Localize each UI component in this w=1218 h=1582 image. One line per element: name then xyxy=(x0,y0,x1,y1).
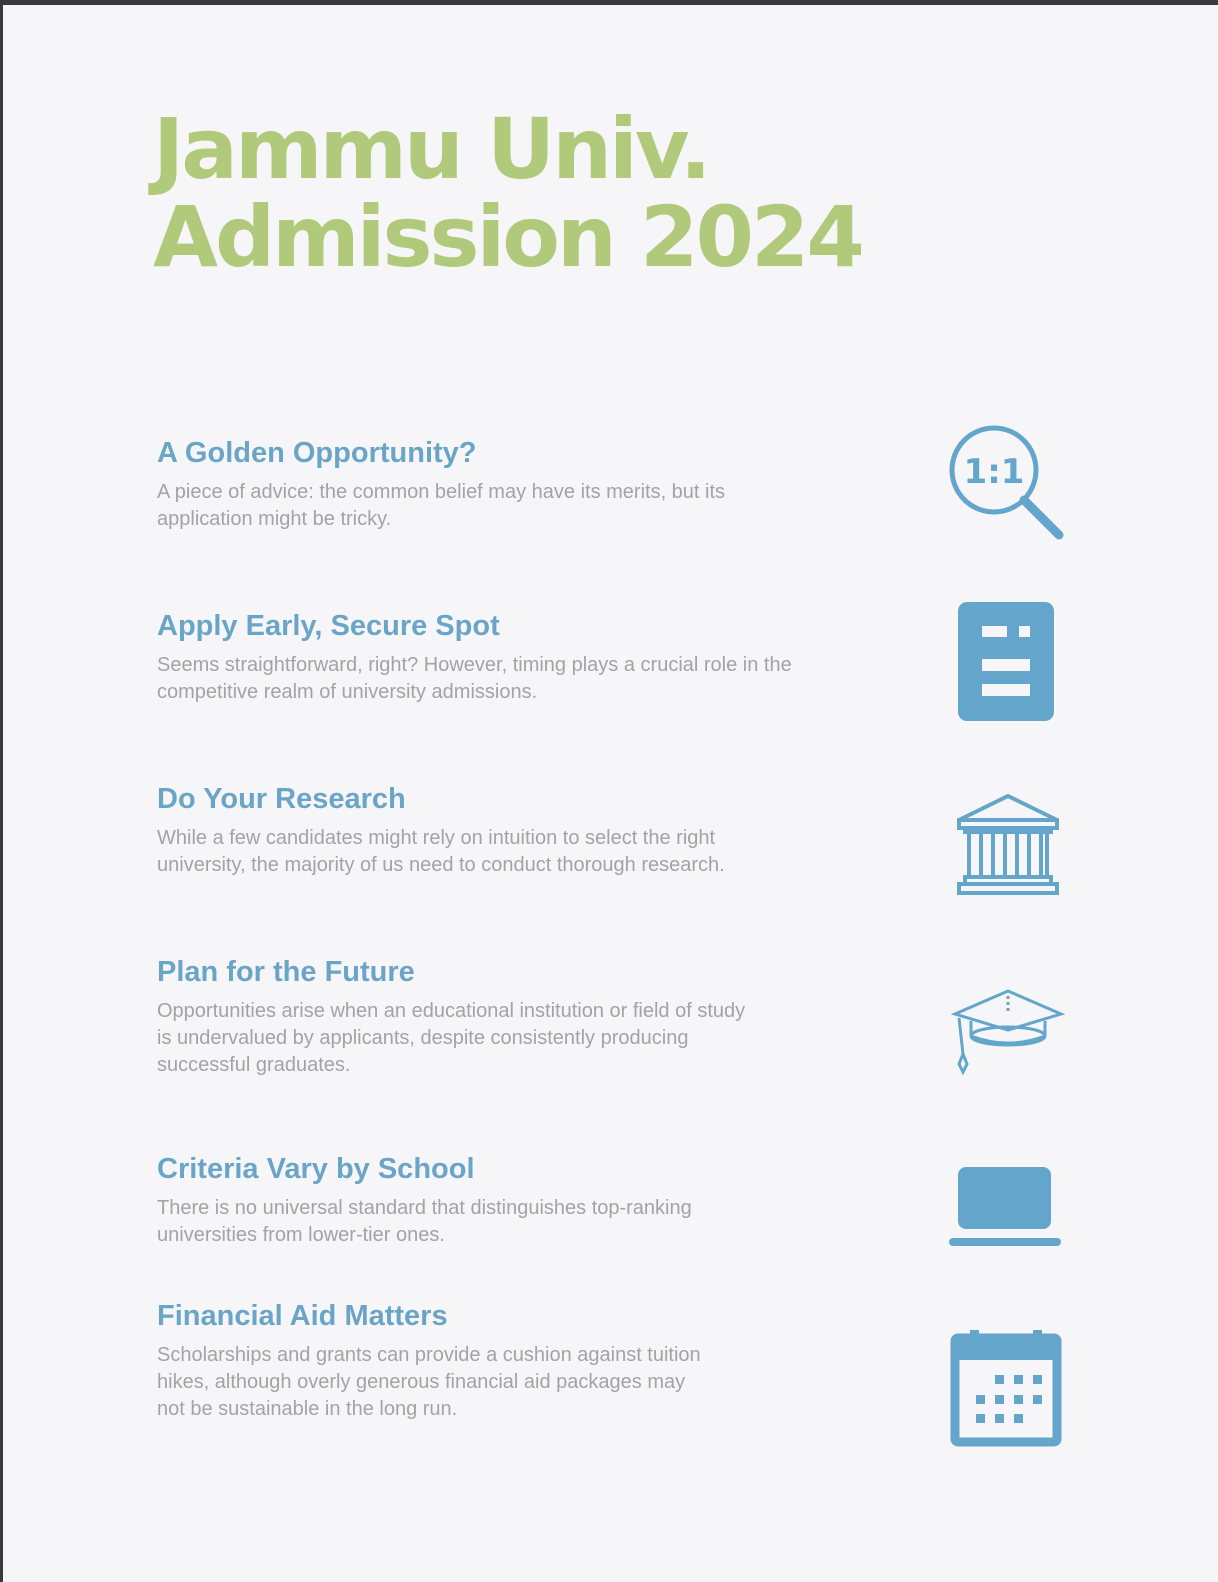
section-heading: Criteria Vary by School xyxy=(157,1153,475,1185)
title-line-1: Jammu Univ. xyxy=(153,100,709,198)
section-plan-for-future xyxy=(157,955,757,1079)
section-criteria-vary xyxy=(157,1152,797,1249)
document-form-icon xyxy=(958,602,1056,722)
graduation-cap-icon xyxy=(949,988,1067,1080)
section-heading: Do Your Research xyxy=(157,783,406,815)
section-golden-opportunity xyxy=(157,436,737,533)
section-body: A piece of advice: the common belief may have its merits, but its application might be tricky. xyxy=(157,481,726,530)
magnifier-ratio-label: 1:1 xyxy=(963,452,1025,492)
section-body: There is no universal standard that distinguishes top-ranking universities from lower-tier ones. xyxy=(157,1197,692,1246)
section-heading: A Golden Opportunity? xyxy=(157,437,477,469)
section-do-your-research xyxy=(157,782,797,879)
section-body: Scholarships and grants can provide a cushion against tuition hikes, although overly generous financial aid packages may not be sustainable in the long run. xyxy=(157,1344,701,1420)
university-building-icon xyxy=(953,793,1063,899)
magnifier-ratio-icon xyxy=(947,423,1067,543)
section-body: While a few candidates might rely on intuition to select the right university, the majority of us need to conduct thorough research. xyxy=(157,827,725,876)
document-page xyxy=(3,5,1218,1582)
section-heading: Apply Early, Secure Spot xyxy=(157,610,500,642)
section-body: Seems straightforward, right? However, timing plays a crucial role in the competitive realm of university admissions. xyxy=(157,654,792,703)
page-title xyxy=(153,100,862,286)
title-line-2: Admission 2024 xyxy=(153,188,862,286)
section-heading: Plan for the Future xyxy=(157,956,415,988)
section-heading: Financial Aid Matters xyxy=(157,1300,448,1332)
calendar-icon xyxy=(950,1327,1062,1447)
section-body: Opportunities arise when an educational institution or field of study is undervalued by applicants, despite consistently producing successful graduates. xyxy=(157,1000,746,1076)
section-financial-aid xyxy=(157,1299,717,1423)
section-apply-early xyxy=(157,609,797,706)
laptop-icon xyxy=(947,1165,1063,1249)
